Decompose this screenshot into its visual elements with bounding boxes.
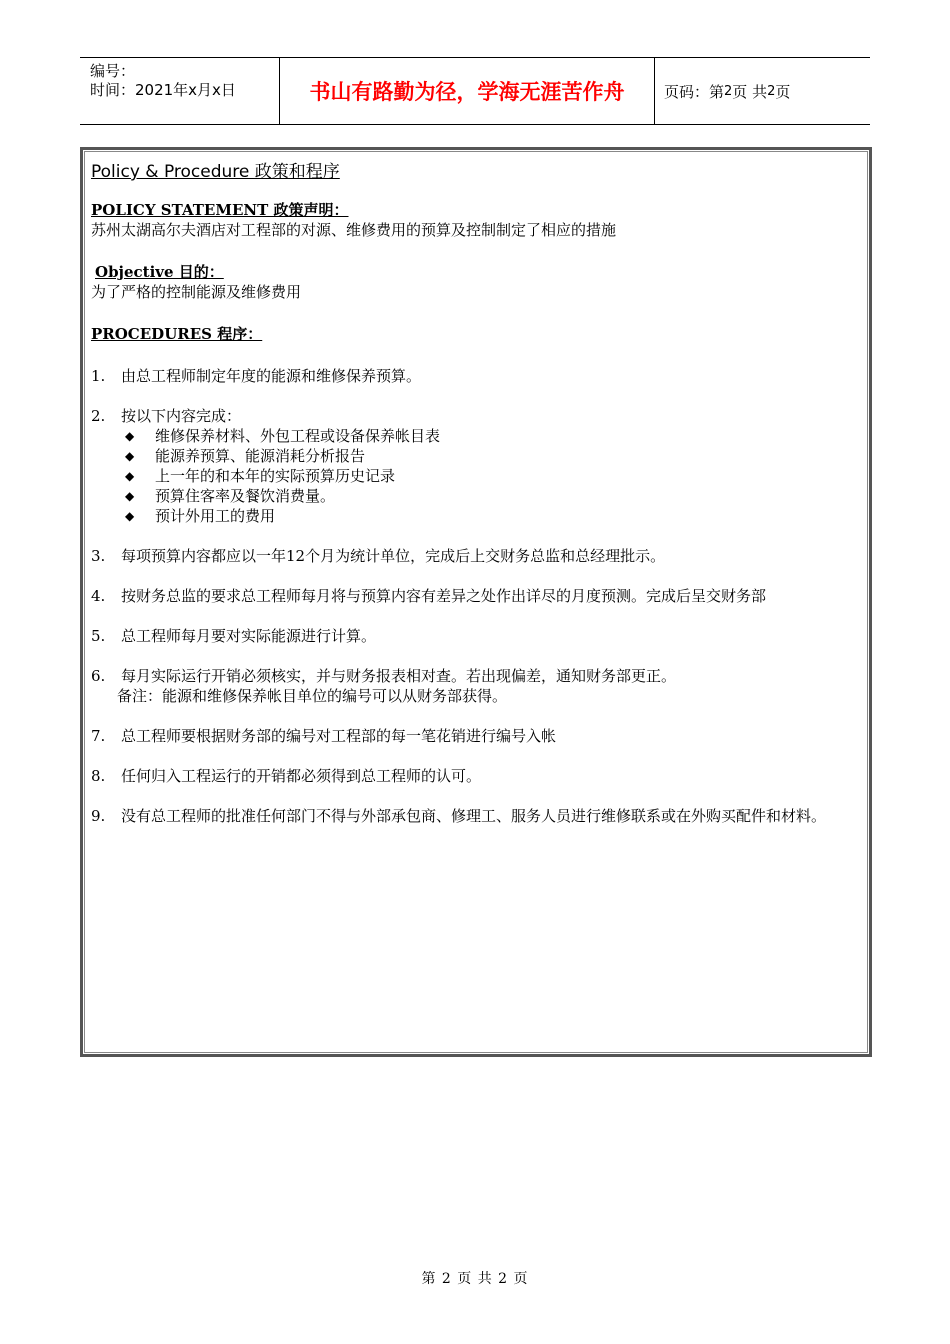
- diamond-bullet-icon: ◆: [125, 449, 135, 463]
- list-item-text: 上一年的和本年的实际预算历史记录: [155, 467, 396, 485]
- list-item-text: 维修保养材料、外包工程或设备保养帐目表: [155, 427, 441, 445]
- number-label: 编号：: [90, 62, 136, 80]
- step-5: [91, 626, 861, 646]
- step-4: [91, 586, 861, 606]
- step-number: 6.: [91, 667, 106, 685]
- step-number: 3.: [91, 547, 106, 565]
- step-6-note: 备注：能源和维修保养帐目单位的编号可以从财务部获得。: [117, 687, 508, 705]
- objective-text: 为了严格的控制能源及维修费用: [91, 283, 302, 301]
- header-page-info: [655, 58, 870, 124]
- diamond-bullet-icon: ◆: [125, 429, 135, 443]
- page-total: 2: [767, 83, 776, 99]
- step-number: 8.: [91, 767, 106, 785]
- doc-title: Policy & Procedure 政策和程序: [91, 162, 340, 182]
- step-text: 总工程师每月要对实际能源进行计算。: [121, 627, 377, 645]
- step-text: 每月实际运行开销必须核实，并与财务报表相对查。若出现偏差，通知财务部更正。: [121, 667, 677, 685]
- list-item: [125, 486, 861, 506]
- budget-items-list: [91, 426, 861, 526]
- list-item: [125, 426, 861, 446]
- page-footer: 第 2 页 共 2 页: [421, 1271, 529, 1287]
- time-label: 时间：2021年x月x日: [90, 81, 236, 99]
- list-item: [125, 466, 861, 486]
- list-item-text: 预计外用工的费用: [155, 507, 276, 525]
- policy-heading: POLICY STATEMENT 政策声明：: [91, 201, 349, 219]
- step-number: 2.: [91, 407, 106, 425]
- step-1: [91, 366, 861, 386]
- step-7: [91, 726, 861, 746]
- step-3: [91, 546, 861, 566]
- step-9: [91, 806, 861, 826]
- step-number: 4.: [91, 587, 106, 605]
- step-text: 每项预算内容都应以一年12个月为统计单位，完成后上交财务总监和总经理批示。: [121, 547, 666, 565]
- step-text: 按以下内容完成：: [121, 407, 242, 425]
- diamond-bullet-icon: ◆: [125, 469, 135, 483]
- list-item: [125, 506, 861, 526]
- list-item-text: 能源养预算、能源消耗分析报告: [155, 447, 366, 465]
- page-mid: 页 共: [732, 82, 768, 101]
- list-item: [125, 446, 861, 466]
- step-text: 由总工程师制定年度的能源和维修保养预算。: [121, 367, 422, 385]
- page-suffix: 页: [775, 82, 791, 101]
- step-text: 总工程师要根据财务部的编号对工程部的每一笔花销进行编号入帐: [121, 727, 557, 745]
- header-motto: 书山有路勤为径，学海无涯苦作舟: [280, 58, 655, 124]
- diamond-bullet-icon: ◆: [125, 509, 135, 523]
- page-num: 2: [724, 83, 733, 99]
- page-prefix: 页码：第: [664, 82, 725, 101]
- step-text: 任何归入工程运行的开销都必须得到总工程师的认可。: [121, 767, 482, 785]
- step-8: [91, 766, 861, 786]
- page-header: [80, 57, 870, 125]
- step-number: 7.: [91, 727, 106, 745]
- step-text: 按财务总监的要求总工程师每月将与预算内容有差异之处作出详尽的月度预测。完成后呈交财务部: [121, 587, 767, 605]
- step-number: 9.: [91, 807, 106, 825]
- header-info-cell: [80, 58, 280, 124]
- policy-content: [91, 160, 861, 826]
- step-number: 5.: [91, 627, 106, 645]
- step-number: 1.: [91, 367, 106, 385]
- policy-box: [80, 147, 872, 1057]
- step-2: [91, 406, 861, 426]
- step-6: [91, 666, 861, 686]
- step-text: 没有总工程师的批准任何部门不得与外部承包商、修理工、服务人员进行维修联系或在外购买配件和材料。: [121, 807, 827, 825]
- list-item-text: 预算住客率及餐饮消费量。: [155, 487, 336, 505]
- objective-heading: Objective 目的：: [95, 263, 224, 281]
- diamond-bullet-icon: ◆: [125, 489, 135, 503]
- procedures-heading: PROCEDURES 程序：: [91, 325, 263, 343]
- policy-text: 苏州太湖高尔夫酒店对工程部的对源、维修费用的预算及控制制定了相应的措施: [91, 221, 617, 239]
